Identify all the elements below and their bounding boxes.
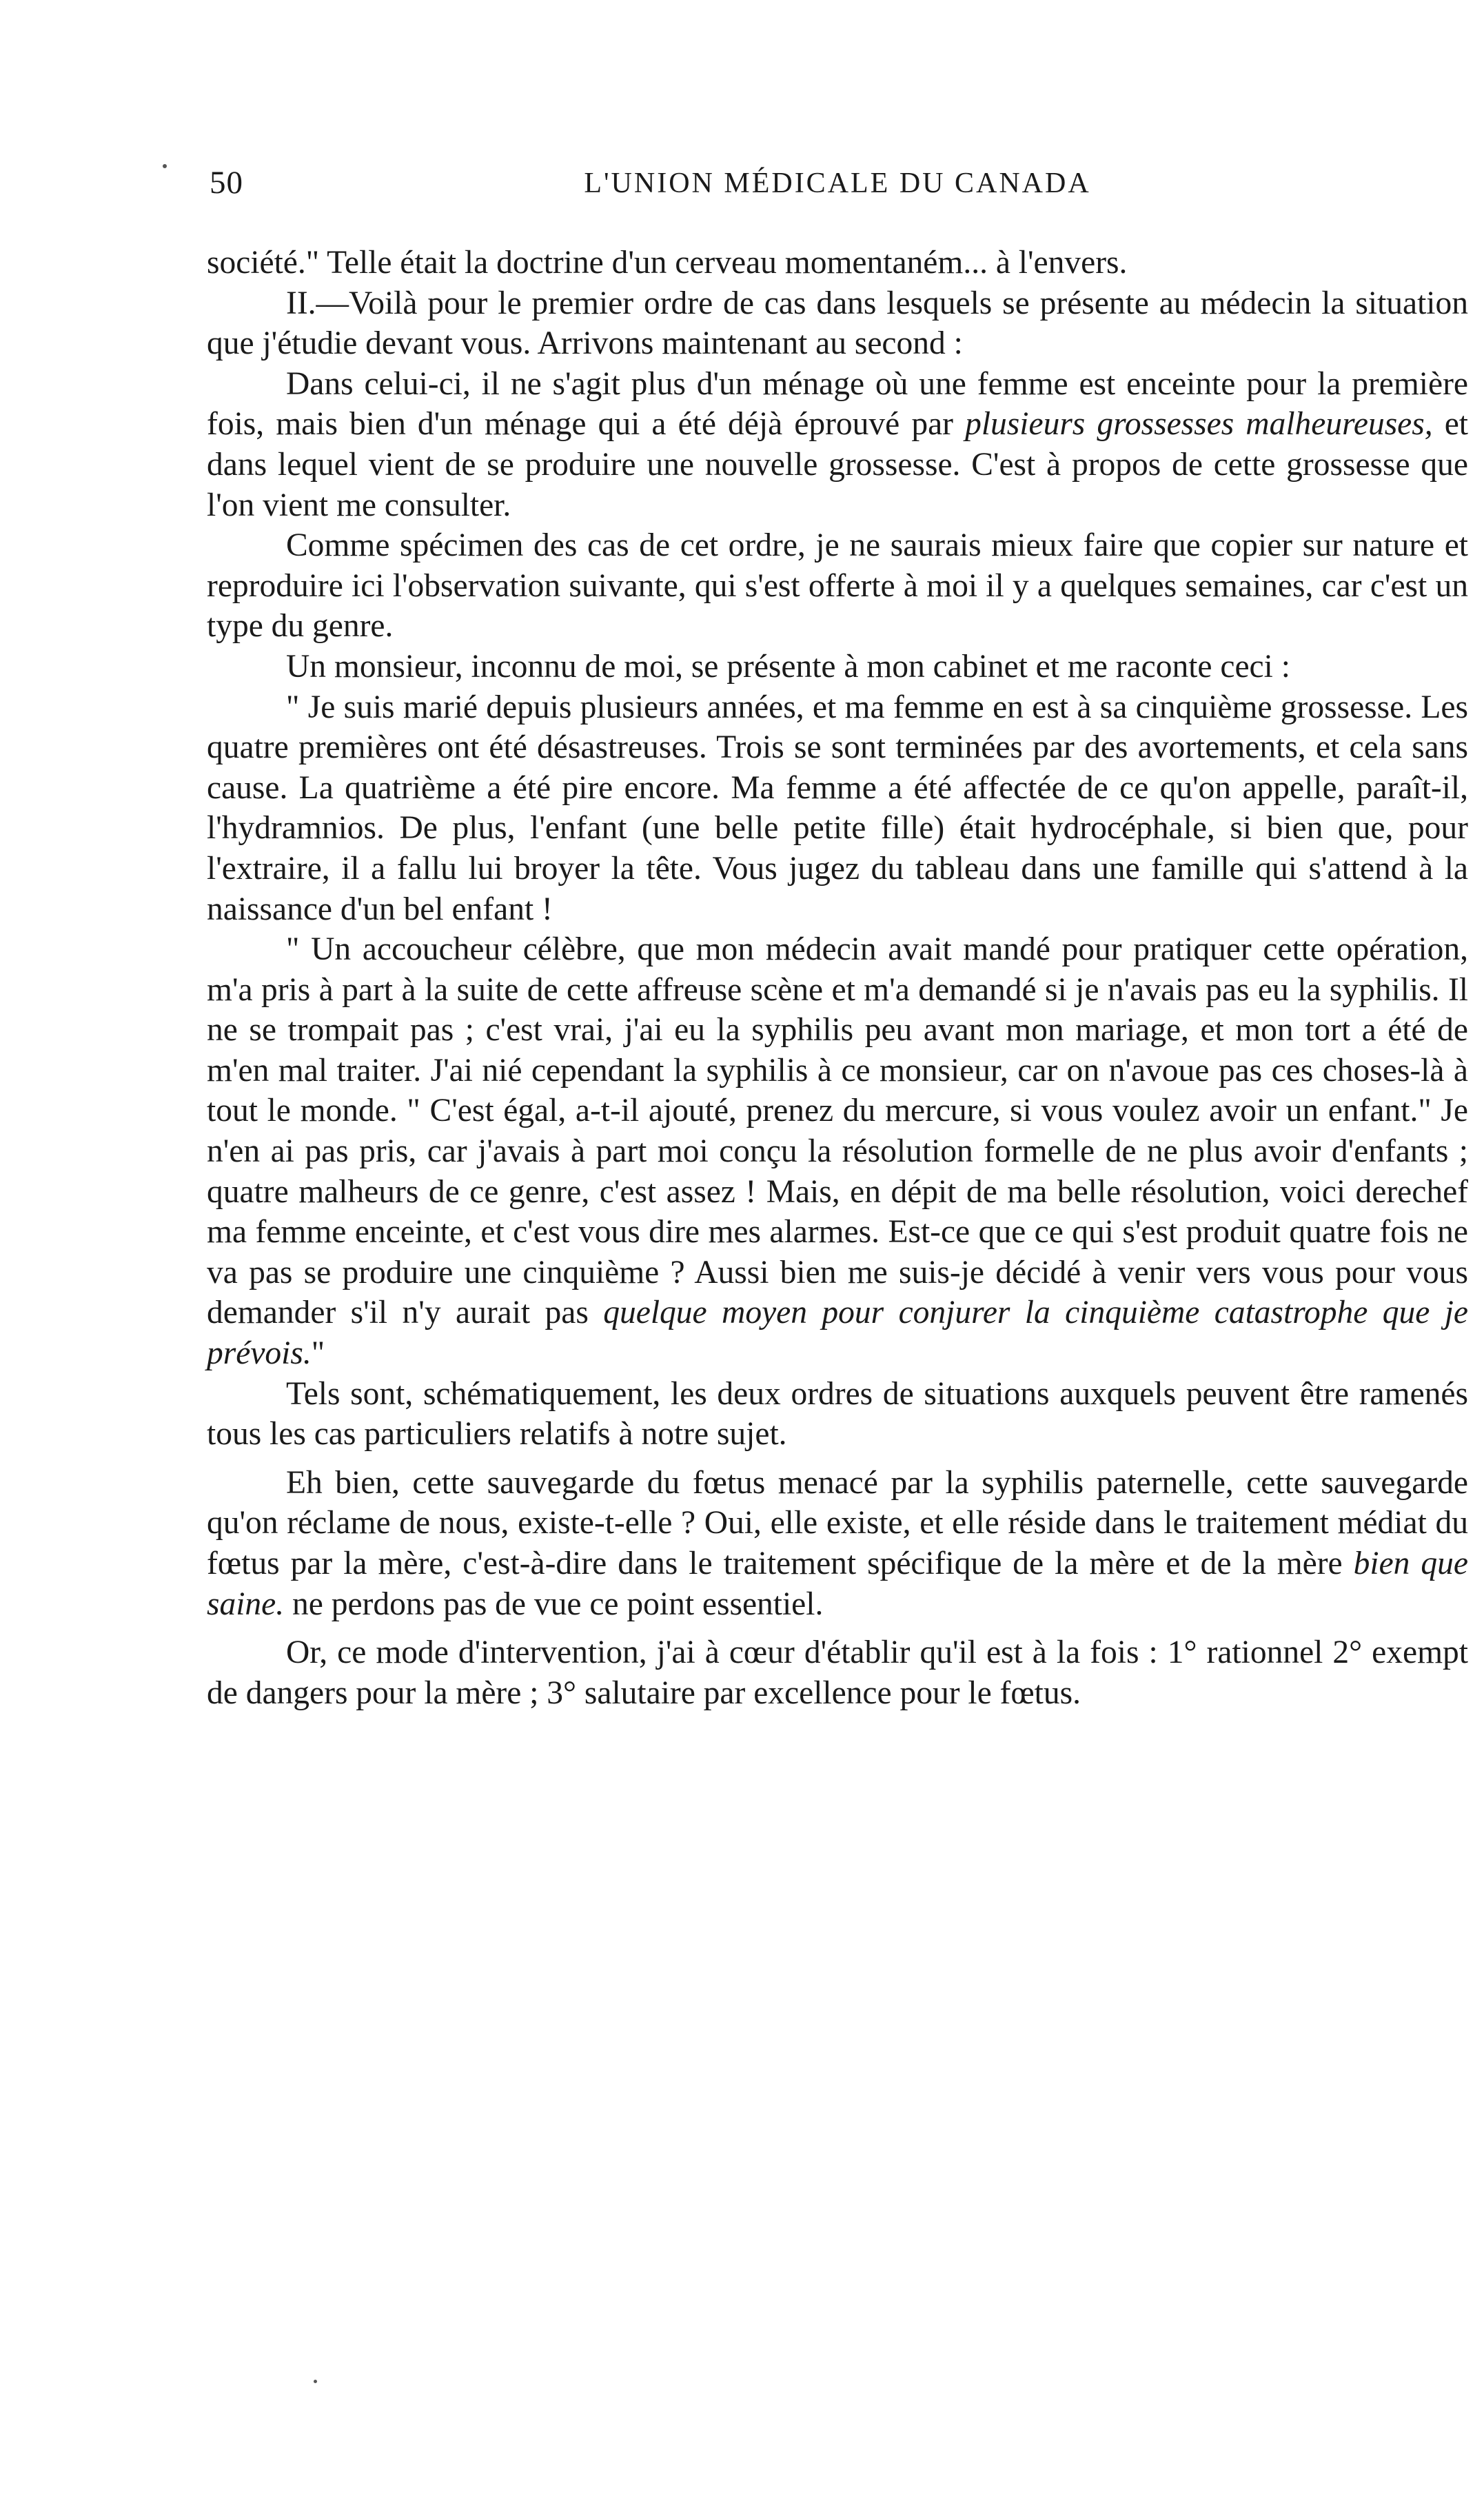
text-run: Tels sont, schématiquement, les deux ordres de situations auxquels peuvent être ramenés tous les cas particuliers relatifs à notre sujet. [207,1375,1468,1453]
italic-text: plusieurs grossesses malheureuses, [965,406,1433,443]
text-run: " Un accoucheur célèbre, que mon médecin avait mandé pour pratiquer cette opération, m'a pris à part à la suite de cette affreuse scène et m'a demandé si je n'avais pas eu la syphilis. Il ne se trompait pas ; c'est vrai, j'ai eu la syphilis peu avant mon mariage, et mon tort a été de m'en mal traiter. J'ai nié cependant la syphilis à ce monsieur, car on n'avoue pas ces choses-là à tout le monde. " C'est égal, a-t-il ajouté, prenez du mercure, si vous voulez avoir un enfant." Je n'en ai pas pris, car j'avais à part moi conçu la résolution formelle de ne plus avoir d'enfants ; quatre malheurs de ce genre, c'est assez ! Mais, en dépit de ma belle résolution, voici derechef ma femme enceinte, et c'est vous dire mes alarmes. Est-ce que ce qui s'est produit quatre fois ne va pas se produire une cinquième ? Aussi bien me suis-je décidé à venir vers vous pour vous demander s'il n'y aurait pas [207,931,1468,1331]
body-text [207,243,1468,1713]
text-run: Eh bien, cette sauvegarde du fœtus menacé par la syphilis paternelle, cette sauvegarde qu'on réclame de nous, existe-t-elle ? Oui, elle existe, et elle réside dans le traitement médiat du fœtus par la mère, c'est-à-dire dans le traitement spécifique de la mère et de la mère [207,1464,1468,1581]
text-run: Dans celui-ci, il ne s'agit plus d'un ménage où une femme est enceinte pour la première fois, mais bien d'un ménage qui a été déjà éprouvé par [207,365,1468,443]
paragraph [207,929,1468,1374]
text-run: " Je suis marié depuis plusieurs années, et ma femme en est à sa cinquième grossesse. Les quatre premières ont été désastreuses. Trois se sont terminées par des avortements, et cela sans cause. La quatrième a été pire encore. Ma femme a été affectée de ce qu'on appelle, paraît-il, l'hydramnios. De plus, l'enfant (une belle petite fille) était hydrocéphale, si bien que, pour l'extraire, il a fallu lui broyer la tête. Vous jugez du tableau dans une famille qui s'attend à la naissance d'un bel enfant ! [207,689,1468,927]
paragraph [207,1374,1468,1455]
italic-text: quelque moyen pour conjurer la cinquième catastrophe que je prévois. [207,1295,1468,1372]
print-speck [314,2380,317,2383]
text-run: Or, ce mode d'intervention, j'ai à cœur d'établir qu'il est à la fois : 1° rationnel 2° exempt de dangers pour la mère ; 3° salutaire par excellence pour le fœtus. [207,1634,1468,1711]
page [207,0,1468,2510]
text-run: et dans lequel vient de se produire une nouvelle grossesse. C'est à propos de cette grossesse que l'on vient me consulter. [207,406,1469,523]
text-run: Comme spécimen des cas de cet ordre, je ne saurais mieux faire que copier sur nature et reproduire ici l'observation suivante, qui s'est offerte à moi il y a quelques semaines, car c'est un type du genre. [207,527,1468,645]
italic-text: bien que saine. [207,1546,1468,1622]
text-run: " [311,1335,325,1372]
page-header [207,164,1468,212]
paragraph [207,525,1468,647]
paragraph [207,364,1468,525]
text-run: société." Telle était la doctrine d'un cerveau momentaném... à l'envers. [207,245,1128,281]
text-run: Un monsieur, inconnu de moi, se présente à mon cabinet et me raconte ceci : [286,648,1290,685]
paragraph [207,1632,1468,1713]
running-title: L'UNION MÉDICALE DU CANADA [584,168,1091,199]
text-run: II.—Voilà pour le premier ordre de cas dans lesquels se présente au médecin la situation que j'étudie devant vous. Arrivons maintenant au second : [207,285,1468,362]
paragraph [207,1463,1468,1624]
page-number: 50 [210,165,243,201]
paragraph [207,283,1468,364]
paragraph [207,687,1468,930]
text-run: ne perdons pas de vue ce point essentiel. [284,1586,824,1622]
paragraph [207,243,1468,283]
paragraph [207,647,1468,687]
print-speck [163,164,167,168]
